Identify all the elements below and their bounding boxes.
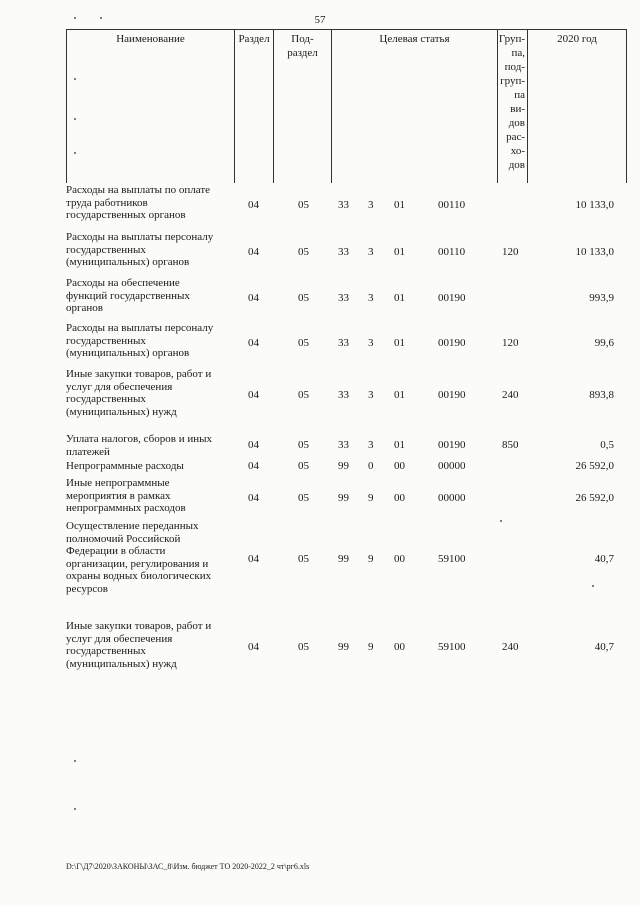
row-name: [66, 322, 236, 360]
cell-razdel: 04: [248, 388, 259, 401]
cell-expense-type: 850: [502, 439, 519, 452]
cell-target-program: 33: [338, 336, 349, 349]
cell-expense-type: 120: [502, 245, 519, 258]
cell-target-direction: 00110: [438, 245, 466, 258]
row-name-line: Уплата налогов, сборов и иных: [66, 433, 213, 445]
row-name: [66, 460, 236, 473]
cell-target-event: 01: [394, 439, 405, 452]
header-podrazdel: [274, 30, 332, 183]
row-name-line: труда работников: [66, 196, 148, 209]
cell-razdel: 04: [248, 245, 259, 258]
row-name-line: организации, регулирования и: [66, 557, 209, 570]
row-name: [66, 184, 236, 222]
cell-target-direction: 00190: [438, 291, 466, 304]
table-row: [66, 277, 626, 315]
scan-speck: [74, 17, 76, 19]
cell-podrazdel: 05: [298, 460, 309, 472]
header-vid-line: дов: [508, 159, 525, 171]
scan-speck: [74, 152, 76, 154]
cell-target-direction: 00190: [438, 439, 466, 452]
scan-speck: [74, 760, 76, 762]
cell-podrazdel: 05: [298, 245, 309, 258]
table-row: [66, 433, 626, 458]
row-name-line: (муниципальных) органов: [66, 256, 190, 268]
header-year: 2020 год: [528, 30, 627, 183]
row-name: [66, 477, 236, 515]
cell-target-event: 00: [394, 491, 405, 504]
page-number: 57: [314, 14, 326, 26]
cell-expense-type: 120: [502, 336, 519, 349]
cell-target-event: 00: [394, 640, 405, 653]
row-name-line: (муниципальных) нужд: [66, 405, 177, 418]
cell-target-subprogram: 9: [368, 640, 374, 653]
cell-amount-2020: 40,7: [594, 640, 614, 653]
cell-target-event: 01: [394, 336, 405, 349]
cell-target-event: 00: [394, 460, 405, 472]
header-vid-line: груп-: [500, 75, 525, 87]
cell-target-subprogram: 3: [368, 245, 374, 258]
cell-razdel: 04: [248, 291, 259, 304]
row-name-line: Иные закупки товаров, работ и: [66, 368, 212, 380]
row-name-line: Иные закупки товаров, работ и: [66, 620, 212, 632]
table-row: [66, 520, 626, 595]
row-name-line: государственных: [66, 393, 146, 405]
row-name-line: ресурсов: [66, 582, 108, 595]
row-name-line: государственных: [66, 645, 146, 657]
row-name-line: охраны водных биологических: [66, 570, 212, 582]
header-podrazdel-line: Под-: [291, 33, 314, 45]
cell-target-event: 01: [394, 291, 405, 304]
header-name: Наименование: [67, 30, 235, 183]
row-name: [66, 620, 236, 670]
row-name-line: государственных: [66, 334, 146, 347]
row-name: [66, 433, 236, 458]
scan-speck: [74, 118, 76, 120]
header-vid-line: рас-: [506, 131, 525, 143]
cell-target-program: 99: [338, 553, 349, 566]
cell-target-subprogram: 3: [368, 198, 374, 211]
row-name-line: Расходы на выплаты персоналу: [66, 231, 214, 243]
cell-target-event: 00: [394, 553, 405, 566]
row-name-line: Расходы на выплаты по оплате: [66, 184, 211, 196]
cell-amount-2020: 26 592,0: [575, 460, 614, 472]
cell-target-program: 33: [338, 245, 349, 258]
table-header: [66, 29, 627, 183]
cell-target-direction: 00190: [438, 388, 466, 401]
cell-podrazdel: 05: [298, 336, 309, 349]
table-row: [66, 322, 626, 360]
cell-target-program: 99: [338, 460, 349, 472]
scan-speck: [74, 78, 76, 80]
cell-target-direction: 00190: [438, 336, 466, 349]
cell-target-subprogram: 3: [368, 336, 374, 349]
cell-target-event: 01: [394, 245, 405, 258]
row-name-line: Осуществление переданных: [66, 520, 199, 532]
cell-podrazdel: 05: [298, 198, 309, 211]
row-name-line: полномочий Российской: [66, 532, 181, 545]
cell-target-direction: 00110: [438, 198, 466, 211]
cell-expense-type: 240: [502, 640, 519, 653]
row-name: [66, 368, 236, 418]
header-podrazdel-line: раздел: [287, 47, 318, 59]
cell-amount-2020: 10 133,0: [575, 198, 614, 211]
cell-target-subprogram: 3: [368, 291, 374, 304]
cell-target-program: 33: [338, 198, 349, 211]
cell-podrazdel: 05: [298, 388, 309, 401]
cell-target-direction: 59100: [438, 640, 466, 653]
row-name: [66, 520, 236, 595]
cell-amount-2020: 99,6: [594, 336, 614, 349]
table-row: [66, 620, 626, 670]
row-name-line: органов: [66, 302, 103, 314]
row-name-line: (муниципальных) нужд: [66, 657, 177, 670]
cell-target-program: 33: [338, 439, 349, 452]
row-name-line: услуг для обеспечения: [66, 632, 173, 645]
header-vid-line: дов: [508, 117, 525, 129]
cell-target-event: 01: [394, 198, 405, 211]
header-expense-type: [498, 30, 528, 183]
cell-target-direction: 00000: [438, 491, 466, 504]
cell-target-subprogram: 9: [368, 553, 374, 566]
cell-podrazdel: 05: [298, 640, 309, 653]
cell-target-program: 33: [338, 291, 349, 304]
header-vid-line: па,: [511, 47, 525, 59]
cell-podrazdel: 05: [298, 291, 309, 304]
row-name-line: государственных органов: [66, 209, 186, 221]
table-row: [66, 184, 626, 222]
cell-target-subprogram: 9: [368, 491, 374, 504]
cell-target-subprogram: 0: [368, 460, 374, 472]
row-name-line: Непрограммные расходы: [66, 460, 184, 472]
cell-amount-2020: 993,9: [589, 291, 614, 304]
header-target-article: Целевая статья: [332, 30, 498, 183]
scan-speck: [74, 808, 76, 810]
row-name-line: мероприятия в рамках: [66, 489, 171, 502]
table-row: [66, 231, 626, 269]
cell-amount-2020: 893,8: [589, 388, 614, 401]
header-vid-line: под-: [504, 61, 525, 73]
cell-razdel: 04: [248, 553, 259, 566]
cell-target-program: 99: [338, 640, 349, 653]
cell-expense-type: 240: [502, 388, 519, 401]
cell-target-event: 01: [394, 388, 405, 401]
cell-target-subprogram: 3: [368, 439, 374, 452]
cell-target-subprogram: 3: [368, 388, 374, 401]
row-name-line: функций государственных: [66, 289, 190, 302]
cell-amount-2020: 10 133,0: [575, 245, 614, 258]
row-name-line: Расходы на выплаты персоналу: [66, 322, 214, 334]
header-vid-line: хо-: [510, 145, 525, 157]
cell-razdel: 04: [248, 439, 259, 452]
cell-razdel: 04: [248, 491, 259, 504]
cell-razdel: 04: [248, 198, 259, 211]
scan-speck: [592, 585, 594, 587]
row-name-line: (муниципальных) органов: [66, 347, 190, 359]
file-path-footer: D:\Г\Д7\2020\ЗАКОНЫ\ЗАС_8\Изм. бюджет ТО 2020-2022_2 чт\рг6.xls: [66, 862, 310, 871]
scan-speck: [100, 17, 102, 19]
header-razdel: Раздел: [235, 30, 274, 183]
row-name-line: непрограммных расходов: [66, 502, 186, 514]
cell-amount-2020: 40,7: [594, 553, 614, 566]
row-name-line: Расходы на обеспечение: [66, 277, 180, 289]
table-row: [66, 368, 626, 418]
cell-razdel: 04: [248, 460, 259, 472]
cell-podrazdel: 05: [298, 491, 309, 504]
row-name-line: Федерации в области: [66, 545, 166, 557]
cell-razdel: 04: [248, 640, 259, 653]
table-row: [66, 477, 626, 515]
cell-podrazdel: 05: [298, 553, 309, 566]
header-vid-line: па ви-: [510, 89, 525, 115]
cell-target-direction: 00000: [438, 460, 466, 472]
cell-amount-2020: 26 592,0: [575, 491, 614, 504]
row-name-line: платежей: [66, 445, 110, 458]
cell-razdel: 04: [248, 336, 259, 349]
row-name: [66, 231, 236, 269]
cell-target-direction: 59100: [438, 553, 466, 566]
row-name: [66, 277, 236, 315]
cell-target-program: 99: [338, 491, 349, 504]
header-vid-line: Груп-: [498, 33, 525, 45]
scan-speck: [500, 520, 502, 522]
row-name-line: услуг для обеспечения: [66, 380, 173, 393]
table-row: [66, 460, 626, 473]
cell-podrazdel: 05: [298, 439, 309, 452]
cell-target-program: 33: [338, 388, 349, 401]
row-name-line: Иные непрограммные: [66, 477, 170, 489]
cell-amount-2020: 0,5: [600, 439, 614, 452]
row-name-line: государственных: [66, 243, 146, 256]
